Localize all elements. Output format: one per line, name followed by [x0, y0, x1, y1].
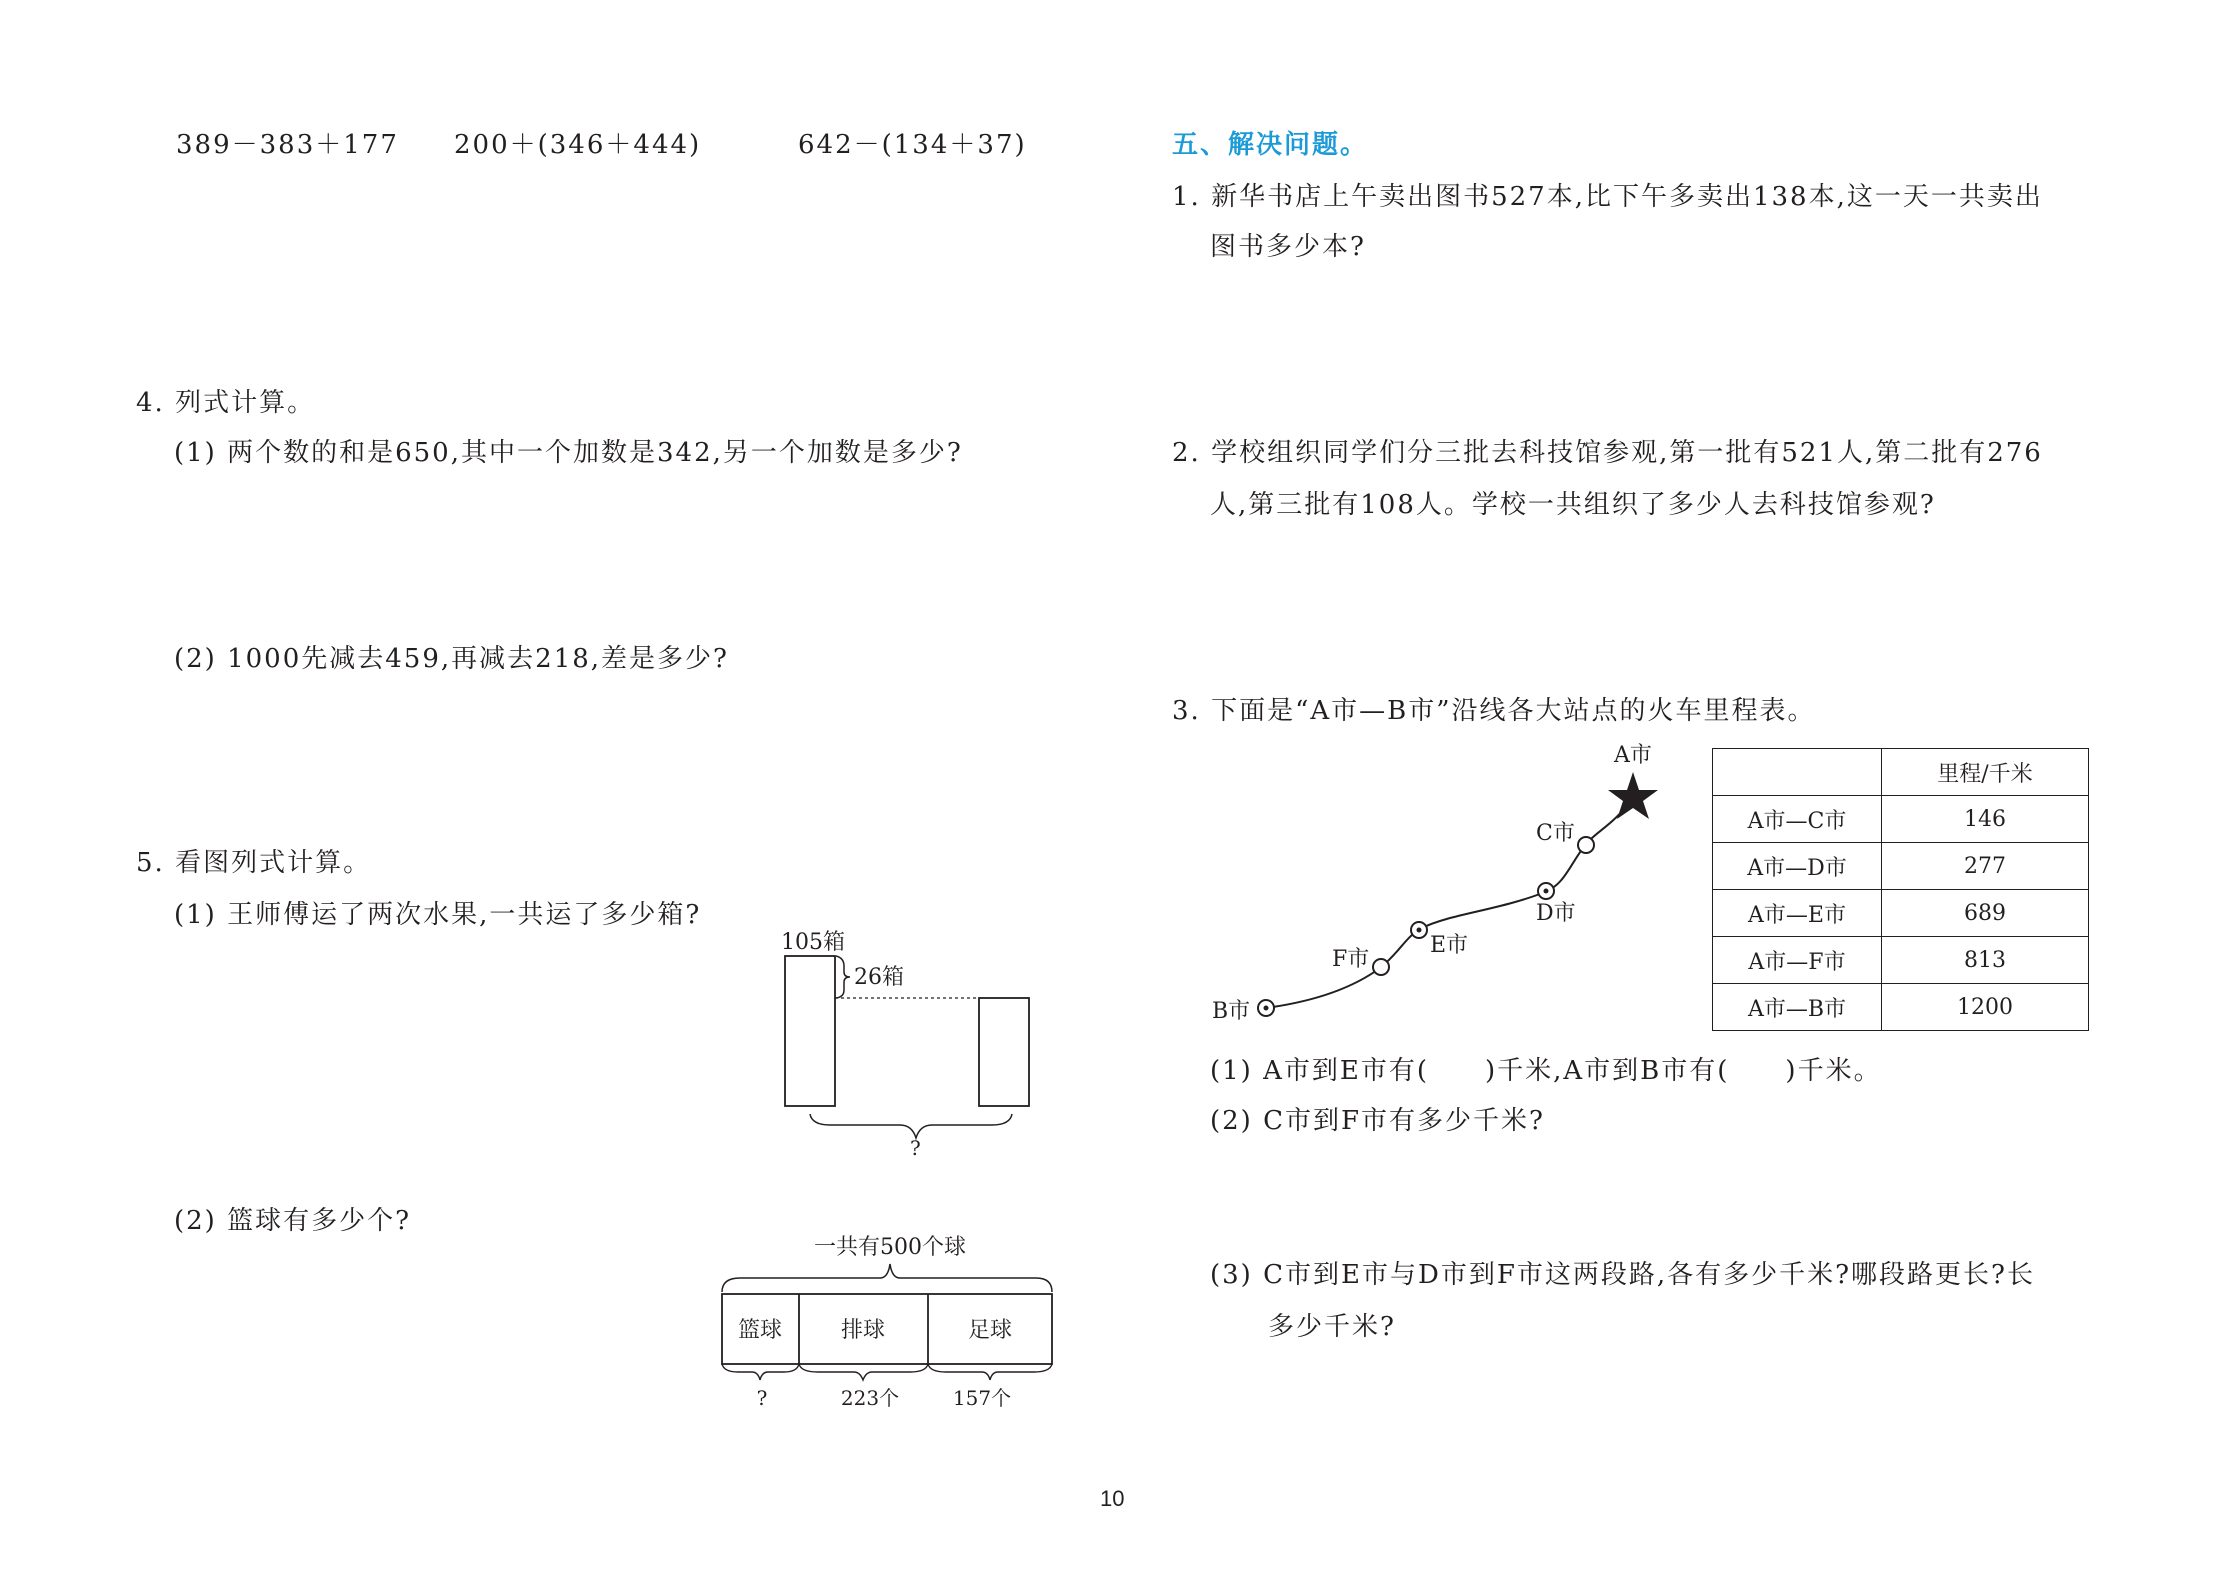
- table-cell: 813: [1882, 937, 2089, 984]
- page-number: 10: [1100, 1486, 1125, 1511]
- mileage-table: [1712, 748, 2089, 1031]
- r-q3-part3-line2: 多少千米?: [1268, 1312, 1396, 1342]
- top-brace: [722, 1264, 1052, 1292]
- fruit-diagram: [760, 920, 1080, 1160]
- table-cell: A市—B市: [1713, 984, 1882, 1031]
- diff-brace: [836, 956, 850, 998]
- section-title: 五、解决问题。: [1172, 130, 1369, 160]
- table-cell: A市—F市: [1713, 937, 1882, 984]
- star-icon: [1608, 772, 1658, 819]
- label-a: A市: [1614, 743, 1652, 768]
- expression-2: 200＋(346＋444): [454, 130, 702, 160]
- q5-part1: (1) 王师傅运了两次水果,一共运了多少箱?: [174, 900, 702, 930]
- total-brace: [810, 1114, 1012, 1138]
- station-b-dot: [1264, 1006, 1269, 1011]
- table-header-cell: [1713, 749, 1882, 796]
- table-row: [1713, 937, 2089, 984]
- brace-basketball: [722, 1364, 799, 1380]
- station-c-icon: [1578, 837, 1594, 853]
- bar-second-trip: [979, 998, 1029, 1106]
- label-e: E市: [1430, 933, 1469, 958]
- table-cell: 1200: [1882, 984, 2089, 1031]
- table-row: [1713, 984, 2089, 1031]
- cell-basketball: 篮球: [737, 1318, 783, 1343]
- bottom-basketball: ?: [756, 1386, 768, 1410]
- label-c: C市: [1536, 821, 1575, 846]
- table-row: [1713, 890, 2089, 937]
- fig1-top-label: 105箱: [781, 930, 845, 955]
- rail-line: [1266, 798, 1632, 1008]
- r-q3-part2: (2) C市到F市有多少千米?: [1210, 1106, 1545, 1136]
- table-row: [1713, 796, 2089, 843]
- fig2-total-label: 一共有500个球: [814, 1235, 966, 1260]
- cell-football: 足球: [967, 1318, 1013, 1343]
- q4-part2: (2) 1000先减去459,再减去218,差是多少?: [174, 644, 729, 674]
- ball-diagram: [700, 1220, 1060, 1430]
- bar-first-trip: [785, 956, 835, 1106]
- bottom-volleyball: 223个: [840, 1386, 900, 1410]
- r-q1-line2: 图书多少本?: [1210, 232, 1366, 262]
- table-cell: 146: [1882, 796, 2089, 843]
- brace-football: [928, 1364, 1052, 1380]
- table-row: [1713, 843, 2089, 890]
- fig1-diff-label: 26箱: [854, 965, 904, 990]
- table-cell: 689: [1882, 890, 2089, 937]
- r-q2-line2: 人,第三批有108人。学校一共组织了多少人去科技馆参观?: [1210, 490, 1936, 520]
- table-cell: A市—C市: [1713, 796, 1882, 843]
- r-q3-part1: (1) A市到E市有( )千米,A市到B市有( )千米。: [1210, 1056, 1882, 1086]
- r-q1-line1: 1. 新华书店上午卖出图书527本,比下午多卖出138本,这一天一共卖出: [1172, 182, 2043, 212]
- table-cell: A市—E市: [1713, 890, 1882, 937]
- table-header-cell: 里程/千米: [1882, 749, 2089, 796]
- r-q3-title: 3. 下面是“A市—B市”沿线各大站点的火车里程表。: [1172, 696, 1816, 726]
- fig1-question: ?: [910, 1136, 921, 1160]
- station-f-icon: [1373, 959, 1389, 975]
- expression-1: 389－383＋177: [176, 130, 399, 160]
- q4-part1: (1) 两个数的和是650,其中一个加数是342,另一个加数是多少?: [174, 438, 963, 468]
- q5-title: 5. 看图列式计算。: [136, 848, 372, 878]
- route-map: [1200, 740, 1700, 1040]
- brace-volleyball: [799, 1364, 928, 1380]
- station-e-dot: [1417, 928, 1422, 933]
- table-header-row: [1713, 749, 2089, 796]
- q5-part2: (2) 篮球有多少个?: [174, 1206, 412, 1236]
- r-q3-part3-line1: (3) C市到E市与D市到F市这两段路,各有多少千米?哪段路更长?长: [1210, 1260, 2035, 1290]
- q4-title: 4. 列式计算。: [136, 388, 316, 418]
- r-q2-line1: 2. 学校组织同学们分三批去科技馆参观,第一批有521人,第二批有276: [1172, 438, 2043, 468]
- expression-3: 642－(134＋37): [798, 130, 1027, 160]
- table-cell: 277: [1882, 843, 2089, 890]
- cell-volleyball: 排球: [840, 1318, 886, 1343]
- label-f: F市: [1332, 947, 1370, 972]
- label-b: B市: [1212, 999, 1251, 1024]
- label-d: D市: [1536, 901, 1576, 926]
- bottom-football: 157个: [952, 1386, 1012, 1410]
- table-cell: A市—D市: [1713, 843, 1882, 890]
- station-d-dot: [1544, 889, 1549, 894]
